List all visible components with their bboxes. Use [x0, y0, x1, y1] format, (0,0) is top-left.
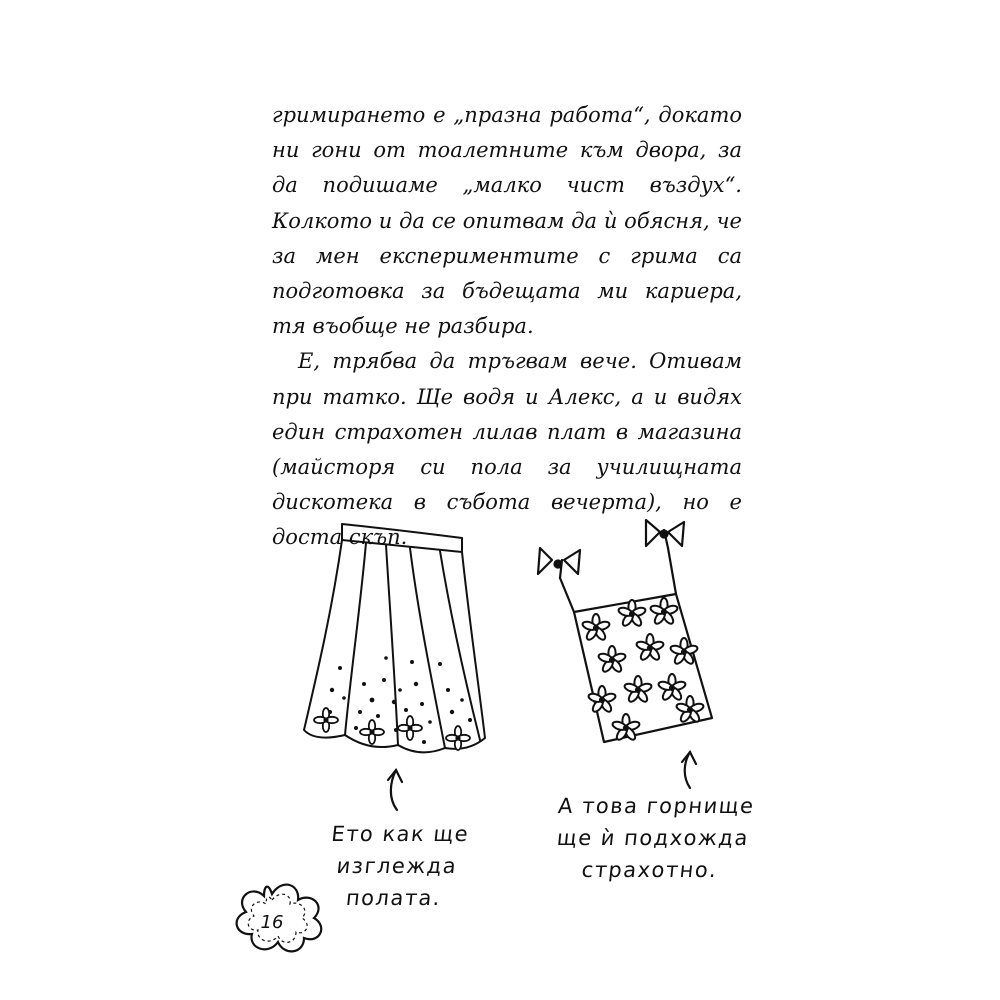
paragraph-1: гримирането е „празна работа“, докато ни гони от тоалетните към двора, за да подишаме „малко чист въздух“. Колкото и да се опитвам да ѝ обясня, че за мен експериментите с грима са подготовка за бъдещата ми кариера, тя въобще не разбира.	[272, 103, 742, 339]
caption-top-line-3: страхотно.	[580, 858, 719, 882]
caption-skirt	[287, 818, 507, 914]
skirt-drawing	[304, 524, 485, 752]
arrow-right-icon	[682, 752, 696, 788]
paragraph-2: Е, трябва да тръгвам вече. Отивам при татко. Ще водя и Алекс, а и видях един страхотен лилав плат в магазина (майсторя си пола за училищната дискотека в събота вечерта), но е доста скъп.	[272, 349, 742, 550]
page-number: 16	[260, 912, 284, 933]
caption-skirt-line-2: изглежда полата.	[335, 854, 459, 910]
caption-top-line-2: ще ѝ подхожда	[555, 826, 751, 850]
caption-top	[543, 790, 763, 886]
caption-top-line-1: А това горнище	[556, 794, 756, 818]
caption-skirt-line-1: Ето как ще	[330, 822, 471, 846]
flower-top-drawing	[538, 520, 712, 742]
arrow-left-icon	[388, 770, 402, 810]
